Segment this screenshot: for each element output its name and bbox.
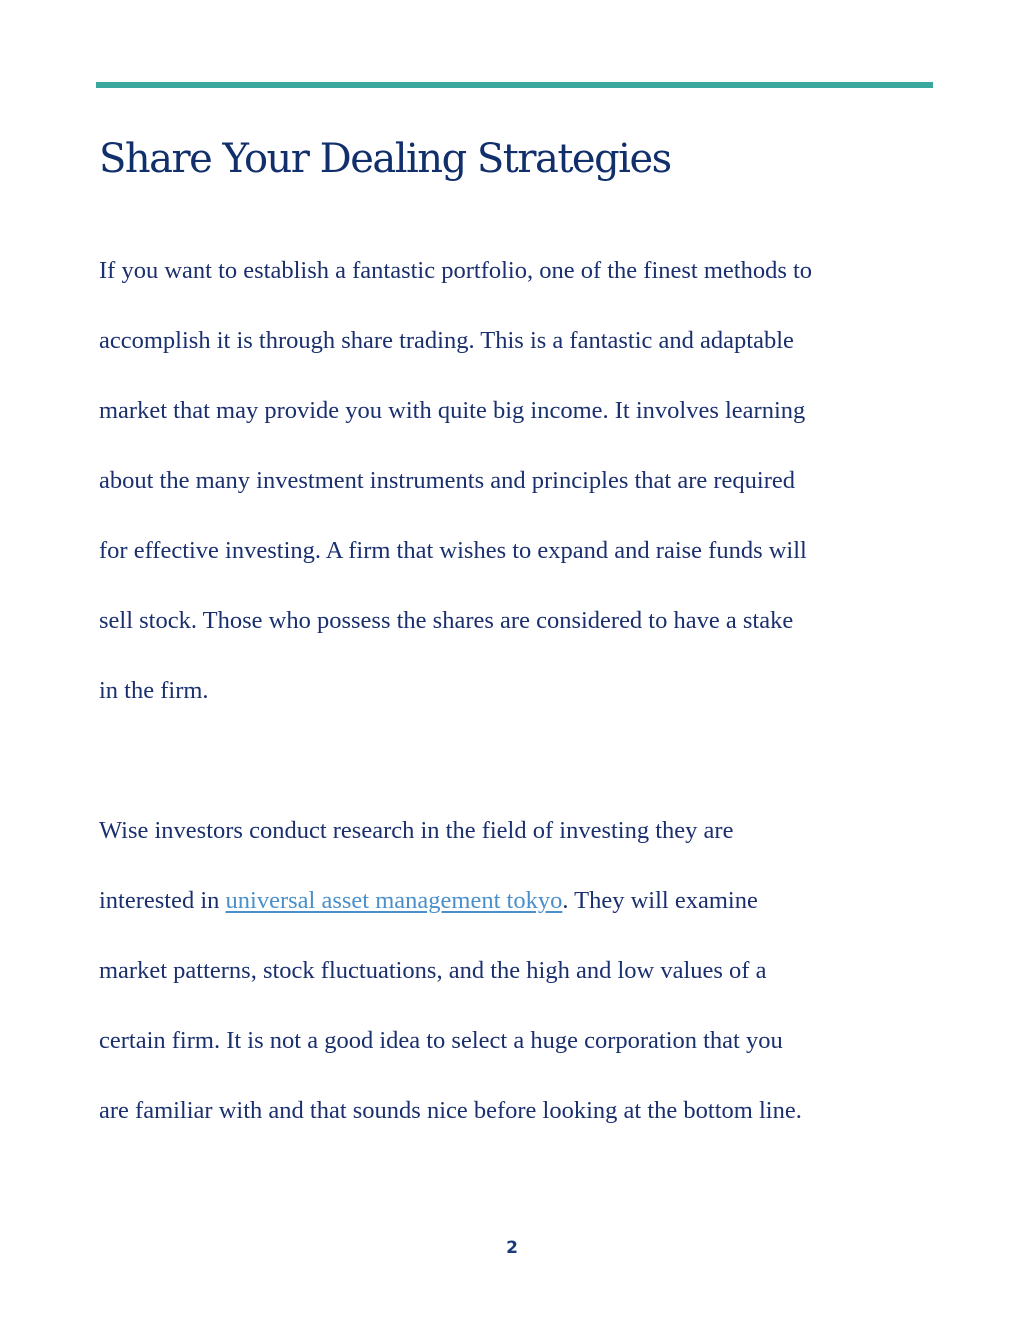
header-divider [96, 82, 933, 88]
paragraph-line: in the firm. [99, 677, 209, 704]
page-title: Share Your Dealing Strategies [99, 136, 671, 182]
universal-asset-management-link[interactable]: universal asset management tokyo [225, 887, 563, 914]
paragraph-1 [99, 236, 939, 726]
paragraph-line: sell stock. Those who possess the shares are considered to have a stake [99, 607, 794, 634]
line-text-after-link: . They will examine [562, 887, 758, 914]
line-text-before-link: interested in [99, 887, 226, 914]
paragraph-line: Wise investors conduct research in the field of investing they are [99, 817, 734, 844]
paragraph-line: If you want to establish a fantastic portfolio, one of the finest methods to [99, 257, 813, 284]
paragraph-2 [99, 796, 939, 1146]
paragraph-line: accomplish it is through share trading. This is a fantastic and adaptable [99, 327, 794, 354]
paragraph-line: are familiar with and that sounds nice before looking at the bottom line. [99, 1097, 802, 1124]
paragraph-line: about the many investment instruments and principles that are required [99, 467, 796, 494]
paragraph-line [99, 866, 939, 936]
paragraph-line: certain firm. It is not a good idea to select a huge corporation that you [99, 1027, 783, 1054]
paragraph-line: market patterns, stock fluctuations, and the high and low values of a [99, 957, 767, 984]
paragraph-line: for effective investing. A firm that wishes to expand and raise funds will [99, 537, 807, 564]
page-number: 2 [506, 1238, 518, 1258]
paragraph-line: market that may provide you with quite big income. It involves learning [99, 397, 806, 424]
